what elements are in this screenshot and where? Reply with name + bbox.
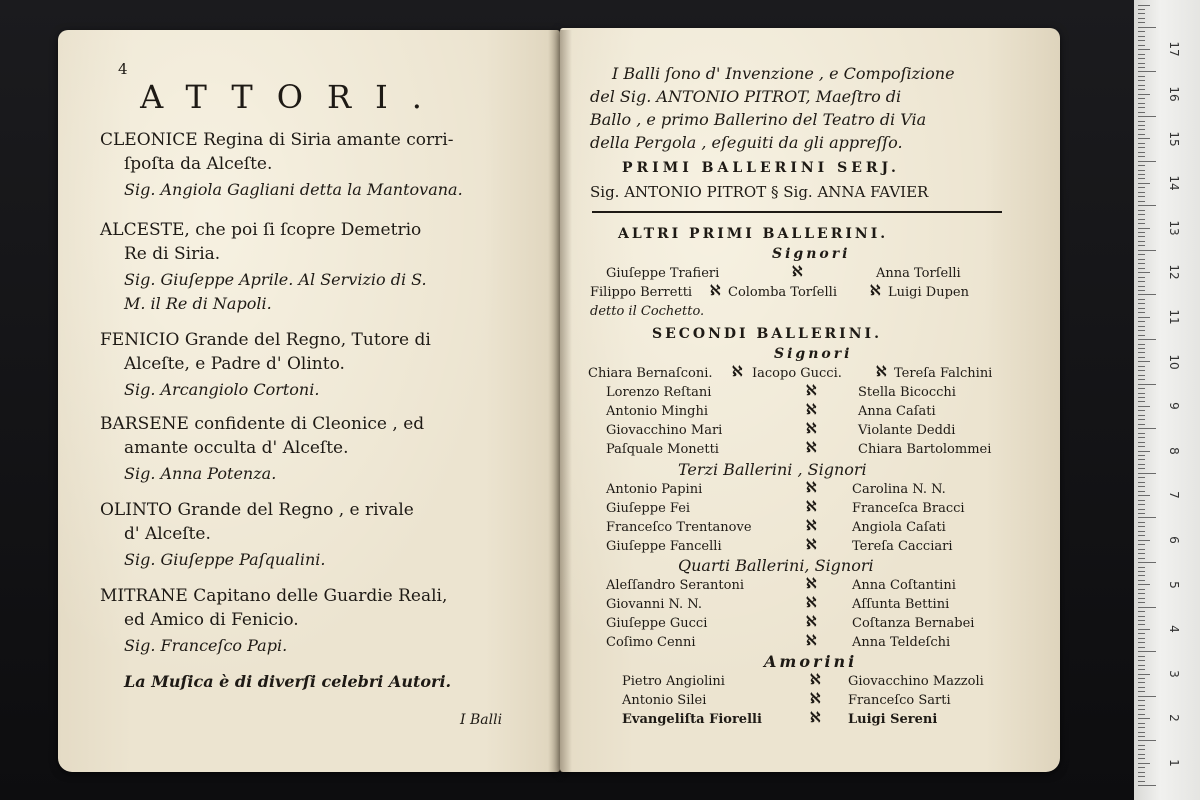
ruler-tick: [1138, 575, 1145, 576]
ruler-tick: [1138, 464, 1145, 465]
dancer-note: detto il Cochetto.: [590, 304, 705, 319]
ruler-tick: [1138, 638, 1145, 639]
ruler-tick: [1138, 406, 1150, 407]
ruler-tick: [1138, 27, 1156, 28]
separator-glyph: ℵ: [810, 691, 821, 707]
ruler-tick: [1138, 776, 1145, 777]
ruler-tick: [1138, 196, 1145, 197]
ruler-label: 12: [1167, 264, 1181, 281]
ruler-tick: [1138, 312, 1145, 313]
signori-label: Signori: [774, 346, 853, 362]
ruler-tick: [1138, 259, 1145, 260]
page-number: 4: [118, 60, 128, 78]
ruler-tick: [1138, 94, 1150, 95]
ruler-tick: [1138, 531, 1145, 532]
ruler-tick: [1138, 696, 1156, 697]
ruler-tick: [1138, 9, 1145, 10]
ruler-tick: [1138, 669, 1145, 670]
ruler-tick: [1138, 375, 1145, 376]
ruler-tick: [1138, 138, 1150, 139]
ruler-tick: [1138, 723, 1145, 724]
separator-glyph: ℵ: [732, 364, 743, 380]
dancer-name: Luigi Dupen: [888, 285, 969, 300]
dancer-name: Pietro Angiolini: [622, 674, 725, 689]
section-rule: [592, 211, 1002, 213]
character-desc: Grande del Regno , e rivale: [177, 500, 414, 520]
ruler-tick: [1138, 647, 1145, 648]
ruler-tick: [1138, 567, 1145, 568]
ruler-tick: [1138, 749, 1145, 750]
ruler-tick: [1138, 98, 1145, 99]
ruler-tick: [1138, 781, 1145, 782]
ruler-tick: [1138, 326, 1145, 327]
ruler-tick: [1138, 80, 1145, 81]
performer: Sig. Anna Potenza.: [124, 464, 277, 483]
secondi-heading: SECONDI BALLERINI.: [652, 326, 882, 342]
ruler-tick: [1138, 214, 1145, 215]
closing-line: La Muſica è di diverſi celebri Autori.: [124, 672, 452, 691]
ruler-tick: [1138, 772, 1145, 773]
ruler-tick: [1138, 428, 1156, 429]
ruler-tick: [1138, 352, 1145, 353]
ruler-tick: [1138, 477, 1145, 478]
ruler-tick: [1138, 67, 1145, 68]
ruler-tick: [1138, 709, 1145, 710]
character-name: FENICIO: [100, 330, 180, 350]
ruler-tick: [1138, 384, 1156, 385]
ruler-tick: [1138, 433, 1145, 434]
character-name: OLINTO: [100, 500, 173, 520]
separator-glyph: ℵ: [806, 518, 817, 534]
ruler-tick: [1138, 718, 1150, 719]
performer: Sig. Angiola Gagliani detta la Mantovana.: [124, 180, 463, 199]
ruler-tick: [1138, 112, 1145, 113]
ruler-tick: [1138, 754, 1145, 755]
ruler-tick: [1138, 125, 1145, 126]
dancer-name: Antonio Silei: [622, 693, 707, 708]
ruler-tick: [1138, 36, 1145, 37]
ruler-label: 1: [1167, 759, 1181, 767]
ruler-tick: [1138, 504, 1145, 505]
dancer-name: Colomba Torſelli: [728, 285, 837, 300]
character-desc: Alceſte, e Padre d' Olinto.: [124, 354, 345, 374]
ruler-tick: [1138, 589, 1145, 590]
ruler-tick: [1138, 103, 1145, 104]
ruler-tick: [1138, 714, 1145, 715]
character-name: MITRANE: [100, 586, 188, 606]
ruler-tick: [1138, 401, 1145, 402]
primi-line: Sig. ANTONIO PITROT § Sig. ANNA FAVIER: [590, 183, 929, 201]
performer: Sig. Arcangiolo Cortoni.: [124, 380, 320, 399]
character-desc: Grande del Regno, Tutore di: [184, 330, 431, 350]
ruler-tick: [1138, 517, 1156, 518]
separator-glyph: ℵ: [806, 537, 817, 553]
ruler-tick: [1138, 210, 1145, 211]
terzi-heading: Terzi Ballerini , Signori: [678, 460, 867, 479]
ruler-tick: [1138, 602, 1145, 603]
intro-line: I Balli ſono d' Invenzione , e Compoſizione: [612, 64, 955, 83]
ruler-tick: [1138, 308, 1145, 309]
ruler-tick: [1138, 263, 1145, 264]
ruler-tick: [1138, 107, 1145, 108]
ruler-tick: [1138, 277, 1145, 278]
ruler-tick: [1138, 535, 1145, 536]
ruler-tick: [1138, 379, 1145, 380]
ruler-tick: [1138, 682, 1145, 683]
ruler-label: 16: [1167, 86, 1181, 102]
ruler-tick: [1138, 348, 1145, 349]
ruler-label: 8: [1167, 446, 1181, 455]
performer: Sig. Giuſeppe Aprile. Al Servizio di S.: [124, 270, 427, 289]
performer: M. il Re di Napoli.: [124, 294, 272, 313]
ruler-tick: [1138, 607, 1156, 608]
separator-glyph: ℵ: [806, 402, 817, 418]
character-desc: Regina di Siria amante corri-: [203, 130, 454, 150]
ruler-tick: [1138, 491, 1145, 492]
ruler-label: 10: [1167, 353, 1181, 370]
ruler-tick: [1138, 18, 1145, 19]
ruler-label: 17: [1167, 41, 1181, 58]
ruler-tick: [1138, 455, 1145, 456]
character-desc: Re di Siria.: [124, 244, 221, 264]
ruler-tick: [1138, 513, 1145, 514]
separator-glyph: ℵ: [806, 595, 817, 611]
ruler-tick: [1138, 201, 1145, 202]
ruler-tick: [1138, 232, 1145, 233]
character-desc: ſpoſta da Alceſte.: [124, 154, 273, 174]
ruler-tick: [1138, 281, 1145, 282]
ruler-tick: [1138, 330, 1145, 331]
dancer-name: Carolina N. N.: [852, 482, 946, 497]
dancer-name: Filippo Berretti: [590, 285, 693, 300]
ruler-tick: [1138, 700, 1145, 701]
ruler-label: 5: [1167, 580, 1181, 589]
dancer-name: Anna Torſelli: [876, 266, 961, 281]
ruler-tick: [1138, 121, 1145, 122]
dancer-name: Angiola Caſati: [852, 520, 946, 535]
dancer-name: Antonio Minghi: [606, 404, 708, 419]
dancer-name: Iacopo Gucci.: [752, 366, 842, 381]
ruler-tick: [1138, 763, 1150, 764]
separator-glyph: ℵ: [876, 364, 887, 380]
right-page: [560, 28, 1060, 772]
ruler-tick: [1138, 192, 1145, 193]
ruler-tick: [1138, 571, 1145, 572]
separator-glyph: ℵ: [870, 283, 881, 299]
ruler-tick: [1138, 366, 1145, 367]
ruler-tick: [1138, 526, 1145, 527]
ruler-tick: [1138, 674, 1150, 675]
ruler-tick: [1138, 451, 1150, 452]
ruler-tick: [1138, 442, 1145, 443]
dancer-name: Paſquale Monetti: [606, 442, 719, 457]
ruler-tick: [1138, 393, 1145, 394]
character-desc: Capitano delle Guardie Reali,: [193, 586, 448, 606]
ruler-tick: [1138, 205, 1156, 206]
altri-heading: ALTRI PRIMI BALLERINI.: [618, 226, 889, 242]
dancer-name: Giuſeppe Fei: [606, 501, 691, 516]
ruler-tick: [1138, 165, 1145, 166]
ruler-tick: [1138, 294, 1156, 295]
intro-line: del Sig. ANTONIO PITROT, Maeſtro di: [590, 87, 902, 106]
ruler-tick: [1138, 678, 1145, 679]
ruler-tick: [1138, 299, 1145, 300]
separator-glyph: ℵ: [792, 264, 803, 280]
ruler-tick: [1138, 134, 1145, 135]
ruler-tick: [1138, 161, 1156, 162]
ruler-tick: [1138, 397, 1145, 398]
ruler-tick: [1138, 58, 1145, 59]
character-desc: d' Alceſte.: [124, 524, 211, 544]
ruler-tick: [1138, 241, 1145, 242]
ruler-tick: [1138, 553, 1145, 554]
ruler-tick: [1138, 633, 1145, 634]
ruler-tick: [1138, 482, 1145, 483]
page-heading: ATTORI.: [140, 78, 446, 116]
ruler-label: 14: [1167, 175, 1181, 191]
ruler-tick: [1138, 49, 1150, 50]
ruler-tick: [1138, 727, 1145, 728]
ruler-tick: [1138, 691, 1145, 692]
ruler-tick: [1138, 758, 1145, 759]
ruler-label: 4: [1167, 625, 1181, 633]
ruler-tick: [1138, 745, 1145, 746]
dancer-name: Giovacchino Mazzoli: [848, 674, 984, 689]
ruler-label: 15: [1167, 130, 1181, 147]
ruler-tick: [1138, 228, 1150, 229]
amorini-heading: Amorini: [764, 652, 858, 671]
signori-label: Signori: [772, 246, 851, 262]
ruler-tick: [1138, 339, 1156, 340]
character-name: BARSENE: [100, 414, 189, 434]
ruler-tick: [1138, 357, 1145, 358]
ruler-tick: [1138, 31, 1145, 32]
ruler-tick: [1138, 272, 1150, 273]
dancer-name: Giuſeppe Trafieri: [606, 266, 720, 281]
separator-glyph: ℵ: [806, 633, 817, 649]
dancer-name: Tereſa Falchini: [894, 366, 993, 381]
ruler-tick: [1138, 616, 1145, 617]
dancer-name: Stella Bicocchi: [858, 385, 956, 400]
ruler-tick: [1138, 223, 1145, 224]
ruler-tick: [1138, 736, 1145, 737]
ruler-tick: [1138, 424, 1145, 425]
ruler-tick: [1138, 5, 1150, 6]
dancer-name: Aleſſandro Serantoni: [606, 578, 744, 593]
ruler-tick: [1138, 598, 1145, 599]
ruler-tick: [1138, 116, 1156, 117]
dancer-name: Coſimo Cenni: [606, 635, 696, 650]
dancer-name: Lorenzo Reſtani: [606, 385, 712, 400]
intro-line: Ballo , e primo Ballerino del Teatro di Via: [590, 110, 927, 129]
character-desc: amante occulta d' Alceſte.: [124, 438, 349, 458]
primi-heading: PRIMI BALLERINI SERJ.: [622, 160, 900, 176]
ruler-tick: [1138, 540, 1150, 541]
ruler-tick: [1138, 544, 1145, 545]
ruler-label: 7: [1167, 491, 1181, 500]
ruler-tick: [1138, 415, 1145, 416]
ruler-tick: [1138, 321, 1145, 322]
ruler-tick: [1138, 705, 1145, 706]
ruler-tick: [1138, 522, 1145, 523]
dancer-name: Tereſa Cacciari: [852, 539, 953, 554]
ruler-label: 13: [1167, 220, 1181, 236]
ruler-tick: [1138, 174, 1145, 175]
ruler-tick: [1138, 459, 1145, 460]
ruler-tick: [1138, 71, 1156, 72]
ruler-tick: [1138, 446, 1145, 447]
ruler-tick: [1138, 473, 1156, 474]
ruler-tick: [1138, 76, 1145, 77]
separator-glyph: ℵ: [806, 614, 817, 630]
character-desc: ed Amico di Fenicio.: [124, 610, 299, 630]
ruler-tick: [1138, 147, 1145, 148]
dancer-name: Violante Deddi: [858, 423, 956, 438]
ruler-tick: [1138, 584, 1150, 585]
dancer-name: Anna Teldeſchi: [852, 635, 951, 650]
ruler-tick: [1138, 629, 1150, 630]
ruler-label: 2: [1167, 714, 1181, 723]
ruler-tick: [1138, 183, 1150, 184]
ruler-tick: [1138, 370, 1145, 371]
ruler-tick: [1138, 152, 1145, 153]
dancer-name: Giuſeppe Fancelli: [606, 539, 722, 554]
ruler-tick: [1138, 620, 1145, 621]
ruler-tick: [1138, 660, 1145, 661]
ruler-tick: [1138, 509, 1145, 510]
dancer-name: Aſſunta Bettini: [852, 597, 950, 612]
character-name: CLEONICE: [100, 130, 198, 150]
ruler-tick: [1138, 642, 1145, 643]
separator-glyph: ℵ: [806, 576, 817, 592]
character-desc: confidente di Cleonice , ed: [194, 414, 425, 434]
dancer-name: Giuſeppe Gucci: [606, 616, 708, 631]
ruler-label: 9: [1167, 402, 1181, 410]
ruler-tick: [1138, 486, 1145, 487]
ruler-tick: [1138, 767, 1145, 768]
ruler-label: 11: [1167, 309, 1181, 325]
ruler-tick: [1138, 85, 1145, 86]
measurement-ruler: [1134, 0, 1200, 800]
dancer-name: Antonio Papini: [606, 482, 703, 497]
ruler-tick: [1138, 170, 1145, 171]
ruler-tick: [1138, 593, 1145, 594]
ruler-tick: [1138, 156, 1145, 157]
ruler-tick: [1138, 437, 1145, 438]
ruler-tick: [1138, 286, 1145, 287]
ruler-tick: [1138, 687, 1145, 688]
performer: Sig. Franceſco Papi.: [124, 636, 288, 655]
ruler-tick: [1138, 245, 1145, 246]
dancer-name: Giovanni N. N.: [606, 597, 702, 612]
ruler-tick: [1138, 40, 1145, 41]
ruler-tick: [1138, 410, 1145, 411]
ruler-tick: [1138, 624, 1145, 625]
ruler-label: 6: [1167, 536, 1181, 544]
separator-glyph: ℵ: [810, 710, 821, 726]
dancer-name: Anna Coſtantini: [852, 578, 956, 593]
ruler-tick: [1138, 89, 1145, 90]
separator-glyph: ℵ: [806, 440, 817, 456]
separator-glyph: ℵ: [806, 499, 817, 515]
ruler-tick: [1138, 54, 1145, 55]
ruler-tick: [1138, 22, 1145, 23]
ruler-tick: [1138, 388, 1145, 389]
ruler-tick: [1138, 558, 1145, 559]
ruler-tick: [1138, 562, 1156, 563]
separator-glyph: ℵ: [810, 672, 821, 688]
ruler-tick: [1138, 419, 1145, 420]
left-page: [58, 30, 560, 772]
dancer-name: Franceſco Sarti: [848, 693, 951, 708]
ruler-tick: [1138, 344, 1145, 345]
ruler-tick: [1138, 129, 1145, 130]
character-name: ALCESTE: [100, 220, 185, 240]
dancer-name: Franceſca Bracci: [852, 501, 965, 516]
ruler-label: 3: [1167, 669, 1181, 678]
ruler-tick: [1138, 495, 1150, 496]
separator-glyph: ℵ: [806, 421, 817, 437]
ruler-tick: [1138, 335, 1145, 336]
ruler-tick: [1138, 236, 1145, 237]
ruler-tick: [1138, 317, 1150, 318]
ruler-tick: [1138, 361, 1150, 362]
ruler-tick: [1138, 611, 1145, 612]
dancer-name: Anna Caſati: [858, 404, 936, 419]
ruler-tick: [1138, 178, 1145, 179]
ruler-tick: [1138, 63, 1145, 64]
ruler-tick: [1138, 468, 1145, 469]
ruler-tick: [1138, 580, 1145, 581]
dancer-name: Chiara Bartolommei: [858, 442, 992, 457]
dancer-name: Chiara Bernaſconi.: [588, 366, 713, 381]
ruler-tick: [1138, 656, 1145, 657]
dancer-name: Evangeliſta Fiorelli: [622, 712, 762, 727]
ruler-tick: [1138, 500, 1145, 501]
ruler-tick: [1138, 187, 1145, 188]
ruler-tick: [1138, 651, 1156, 652]
dancer-name: Franceſco Trentanove: [606, 520, 752, 535]
ruler-tick: [1138, 665, 1145, 666]
dancer-name: Giovacchino Mari: [606, 423, 723, 438]
dancer-name: Luigi Sereni: [848, 712, 938, 727]
performer: Sig. Giuſeppe Paſqualini.: [124, 550, 326, 569]
character-desc: , che poi ſi ſcopre Demetrio: [184, 220, 422, 240]
ruler-tick: [1138, 268, 1145, 269]
ruler-tick: [1138, 732, 1145, 733]
separator-glyph: ℵ: [806, 383, 817, 399]
intro-line: della Pergola , eſeguiti da gli appreſſo.: [590, 133, 903, 152]
ruler-tick: [1138, 219, 1145, 220]
ruler-tick: [1138, 143, 1145, 144]
catchword: I Balli: [460, 712, 503, 728]
ruler-tick: [1138, 290, 1145, 291]
ruler-tick: [1138, 13, 1145, 14]
ruler-tick: [1138, 250, 1156, 251]
ruler-tick: [1138, 45, 1145, 46]
separator-glyph: ℵ: [806, 480, 817, 496]
ruler-tick: [1138, 785, 1156, 786]
separator-glyph: ℵ: [710, 283, 721, 299]
dancer-name: Coſtanza Bernabei: [852, 616, 975, 631]
quarti-heading: Quarti Ballerini, Signori: [678, 556, 874, 575]
ruler-tick: [1138, 303, 1145, 304]
ruler-tick: [1138, 254, 1145, 255]
ruler-tick: [1138, 740, 1156, 741]
ruler-tick: [1138, 549, 1145, 550]
